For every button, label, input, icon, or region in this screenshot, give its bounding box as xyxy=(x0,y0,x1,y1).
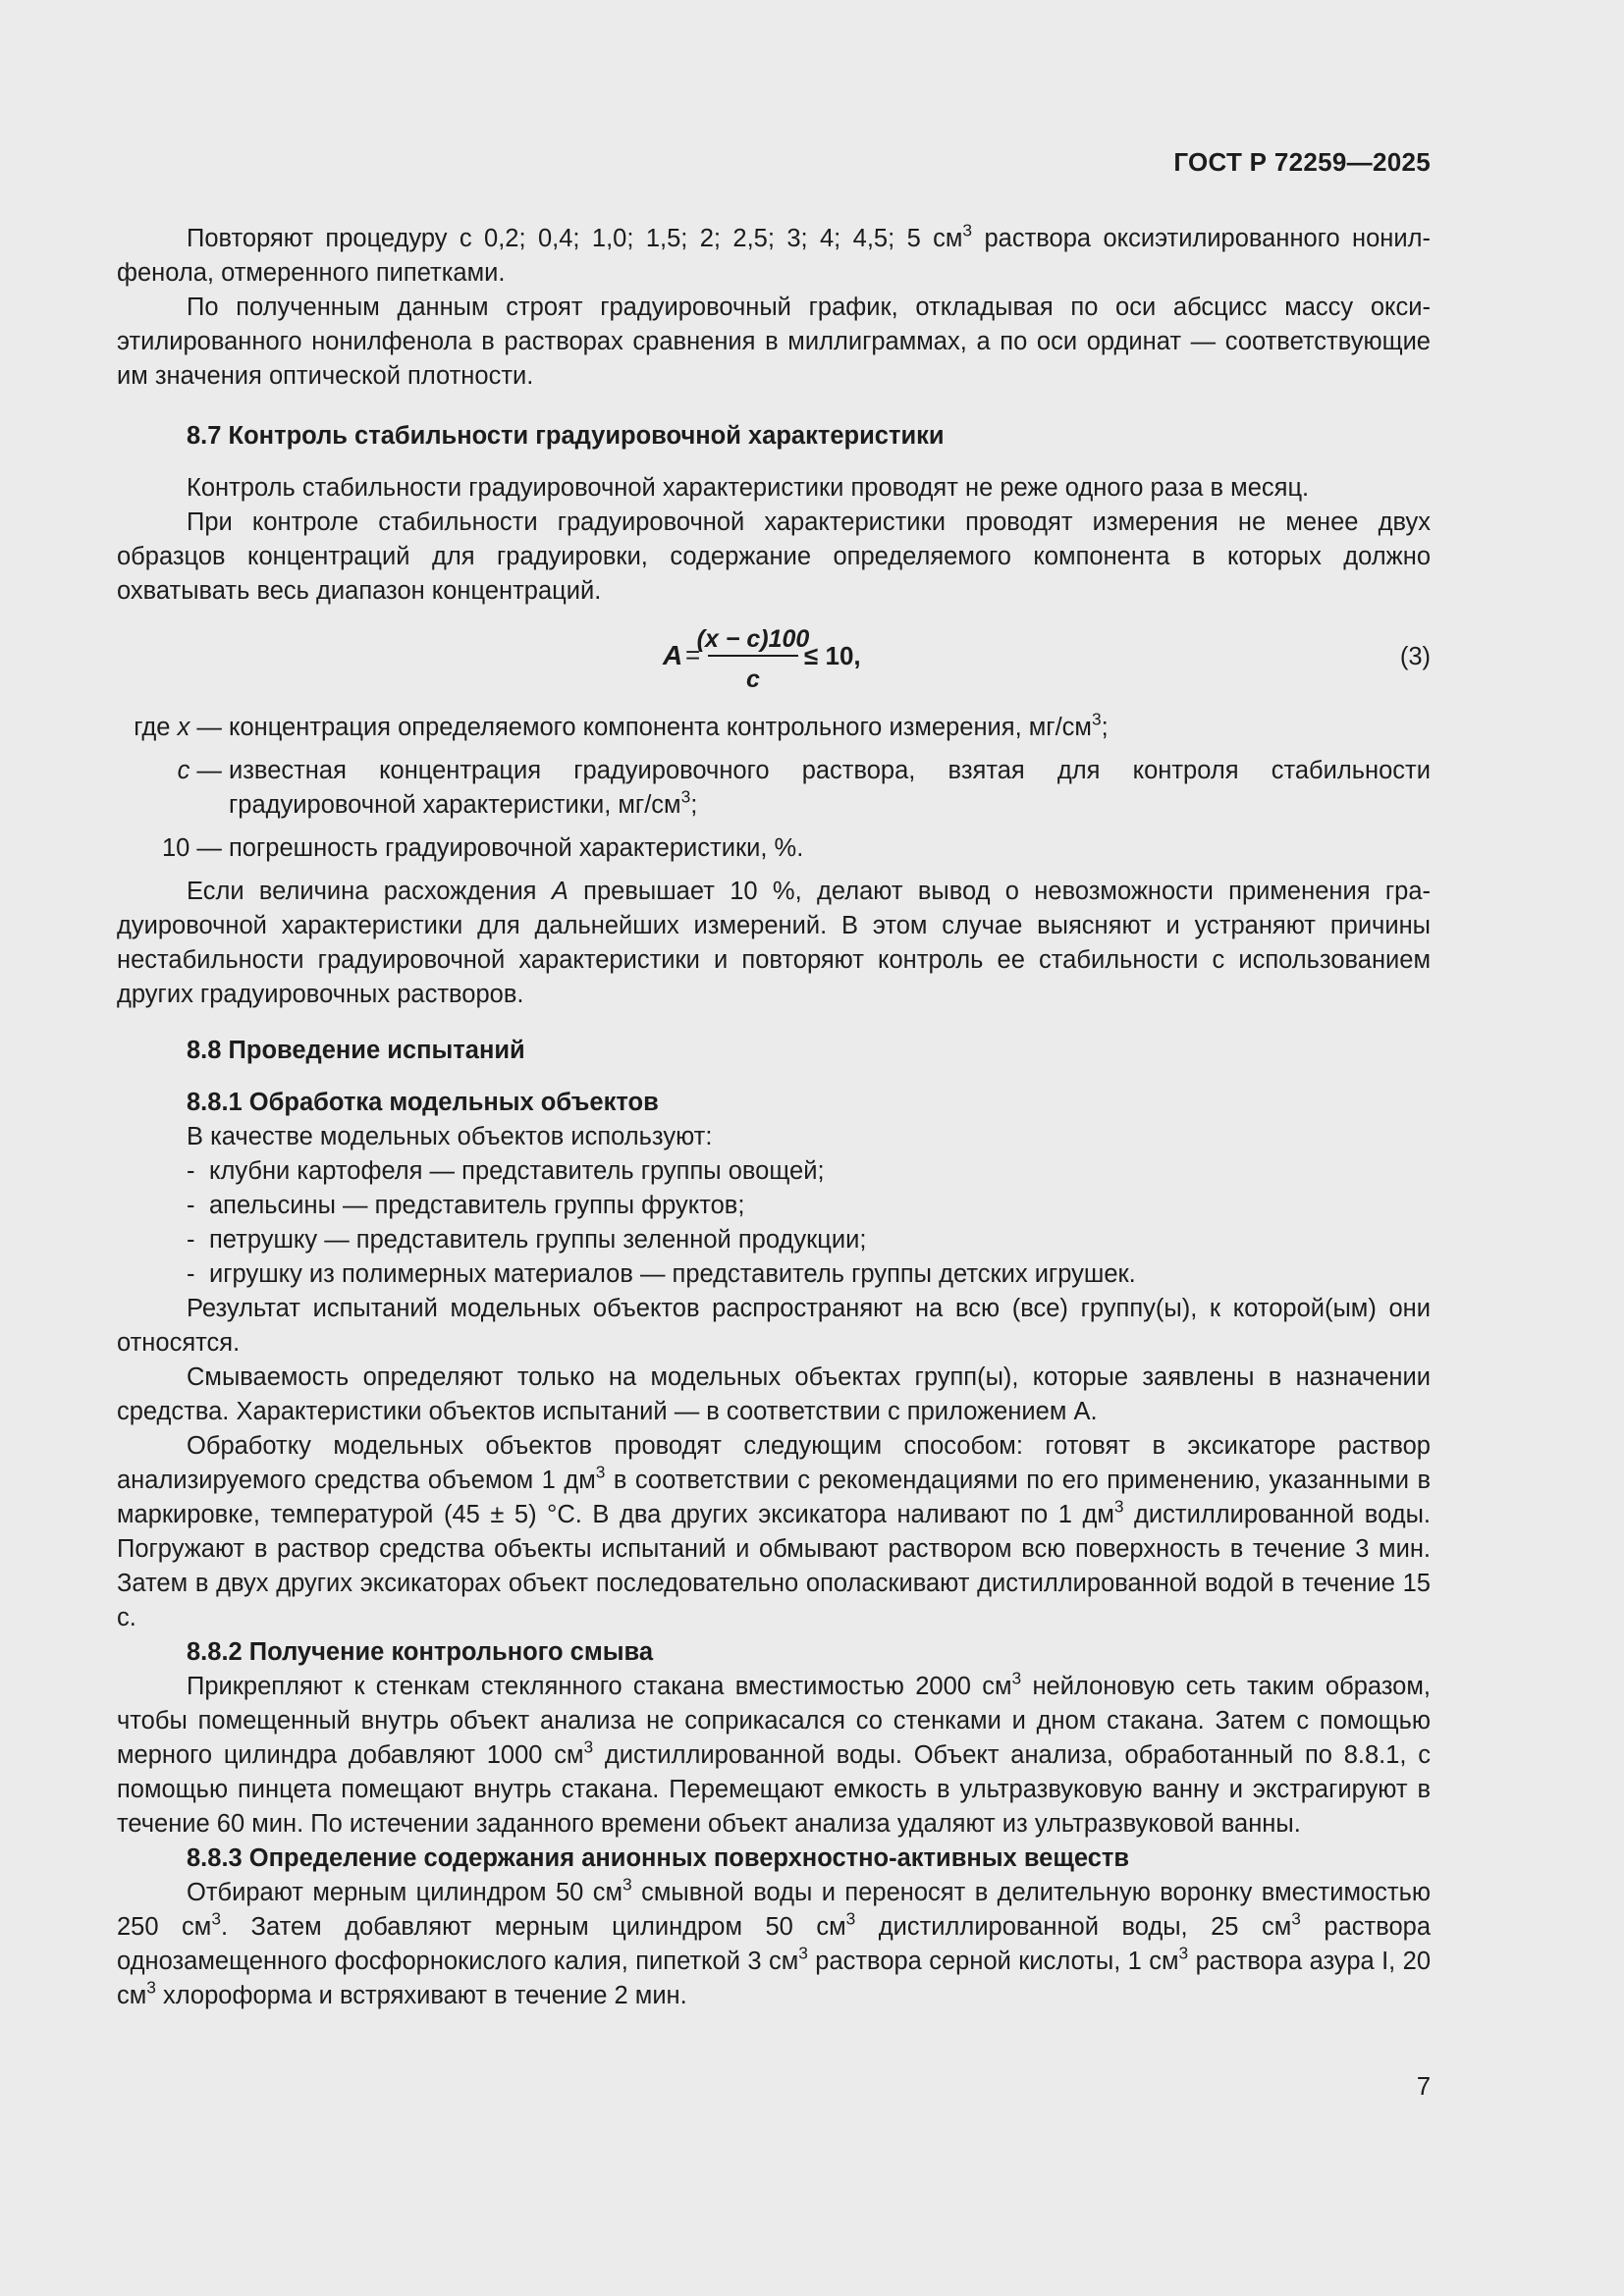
paragraph-procedure-repeat xyxy=(117,222,1431,291)
page-body xyxy=(117,222,1431,2013)
dash: — xyxy=(196,757,222,784)
where-description xyxy=(229,754,1431,823)
list-item-text: клубни картофеля — представитель группы овощей; xyxy=(209,1157,825,1185)
text-run: дистиллированной воды. Погружают в раствор средства объекты испытаний и обмывают раствором всю поверхность в течение 3 мин. Затем в двух других эксикаторах объект последовательно ополаскивают дистиллированной водой в течение 15 с. xyxy=(117,1501,1431,1631)
symbol-x: x xyxy=(177,714,190,741)
section-heading-8-8: 8.8 Проведение испытаний xyxy=(187,1037,525,1064)
superscript: 3 xyxy=(1291,1908,1301,1929)
text-run: нейлоновую сеть таким образом, чтобы помещенный внутрь объект анализа не соприкасался со стенками и дном стакана. Затем с помощью мерного цилиндра добавляют 1000 см xyxy=(117,1673,1431,1769)
paragraph-washability: Смываемость определяют только на модельных объектах групп(ы), которые заявлены в назначении средства. Характеристики объектов испытаний — в соответствии с приложением А. xyxy=(117,1363,1431,1425)
where-lead: где xyxy=(134,714,171,741)
where-description xyxy=(229,711,1431,745)
text-run: Если величина расхождения xyxy=(187,878,552,905)
text-run: ; xyxy=(690,791,698,819)
text-run: раствора азура I, 20 см xyxy=(117,1948,1432,2009)
paragraph-processing-method xyxy=(117,1429,1431,1635)
text-run: Обработку модельных объектов проводят следующим способом: готовят в эксикаторе раствор анализируемого средства объемом 1 дм xyxy=(117,1432,1431,1494)
standard-code-header: ГОСТ Р 72259—2025 xyxy=(1173,147,1431,177)
text-run: Повторяют процедуру с 0,2; 0,4; 1,0; 1,5; 2; 2,5; 3; 4; 4,5; 5 см xyxy=(187,225,963,252)
section-heading-8-8-3: 8.8.3 Определение содержания анионных поверхностно-активных веществ xyxy=(187,1844,1130,1872)
bullet-mark: - xyxy=(187,1226,195,1254)
text-run: хлороформа и встряхивают в течение 2 мин. xyxy=(155,1982,687,2009)
text-run: дистиллированной воды, 25 см xyxy=(855,1913,1292,1941)
paragraph-result-scope: Результат испытаний модельных объектов распространяют на всю (все) группу(ы), к которой(ым) они относятся. xyxy=(117,1295,1431,1357)
list-item-text: петрушку — представитель группы зеленной продукции; xyxy=(209,1226,867,1254)
formula-lhs: A xyxy=(663,640,683,670)
text-run: Прикрепляют к стенкам стеклянного стакана вместимостью 2000 см xyxy=(187,1673,1012,1700)
formula-image xyxy=(659,618,894,701)
formula-equals: = xyxy=(685,640,701,669)
superscript: 3 xyxy=(798,1943,808,1963)
superscript: 3 xyxy=(146,1977,156,1998)
superscript: 3 xyxy=(680,786,691,807)
superscript: 3 xyxy=(623,1874,632,1895)
paragraph-control-wash xyxy=(117,1670,1431,1842)
paragraph-control-measurements: При контроле стабильности градуировочной характеристики проводят измерения не менее двух образцов концентраций для градуировки, содержание определяемого компонента в которых должно охватывать весь диапазон концентраций. xyxy=(117,508,1431,605)
superscript: 3 xyxy=(1091,709,1102,729)
text-run: превышает 10 %, делают вывод о невозможности применения градуировочной характеристики для дальнейших измерений. В этом случае выясняют и устраняют причины нестабильности градуировочной характеристики и повторяют контроль ее стабильности с использованием других градуировочных растворов. xyxy=(117,878,1432,1008)
superscript: 3 xyxy=(211,1908,221,1929)
model-objects-list xyxy=(117,1154,1431,1292)
list-item xyxy=(117,1189,1431,1223)
formula-number: (3) xyxy=(1399,643,1431,670)
text-run: ; xyxy=(1101,714,1109,741)
formula-rhs: ≤ 10, xyxy=(804,641,861,670)
text-run: известная концентрация градуировочного раствора, взятая для контроля стабильности градуировочной характеристики, мг/см xyxy=(229,757,1431,819)
page-number: 7 xyxy=(1416,2073,1431,2101)
symbol-A: A xyxy=(551,878,568,905)
text-run: Отбирают мерным цилиндром 50 см xyxy=(187,1879,623,1906)
where-item-10 xyxy=(117,831,1431,866)
where-symbol xyxy=(117,831,229,866)
paragraph-deviation xyxy=(117,875,1431,1012)
formula-3 xyxy=(117,616,1431,699)
bullet-mark: - xyxy=(187,1260,195,1288)
text-run: раствора серной кислоты, 1 см xyxy=(807,1948,1179,1975)
superscript: 3 xyxy=(1113,1496,1124,1517)
text-run: раствора однозамещенного фосфорнокислого калия, пипеткой 3 см xyxy=(117,1913,1431,1975)
where-clause xyxy=(117,711,1431,866)
formula-numerator: (x − c)100 xyxy=(696,625,810,653)
superscript: 3 xyxy=(962,220,973,240)
where-item-c xyxy=(117,754,1431,823)
paragraph-calibration-graph: По полученным данным строят градуировочный график, откладывая по оси абсцисс массу оксиэтилированного нонилфенола в растворах сравнения в миллиграммах, а по оси ординат — соответствующие им значения оптической плотности. xyxy=(117,294,1431,390)
section-heading-8-8-1: 8.8.1 Обработка модельных объектов xyxy=(187,1089,659,1116)
text-run: дистиллированной воды. Объект анализа, обработанный по 8.8.1, с помощью пинцета помещают внутрь стакана. Перемещают емкость в ультразвуковую ванну и экстрагируют в течение 60 мин. По истечении заданного времени объект анализа удаляют из ультразвуковой ванны. xyxy=(117,1741,1431,1838)
where-symbol xyxy=(117,754,229,788)
dash: — xyxy=(196,714,222,741)
list-item xyxy=(117,1154,1431,1189)
symbol-10: 10 xyxy=(161,834,190,862)
where-symbol xyxy=(117,711,229,745)
superscript: 3 xyxy=(595,1462,606,1482)
superscript: 3 xyxy=(583,1736,594,1757)
text-run: концентрация определяемого компонента контрольного измерения, мг/см xyxy=(229,714,1092,741)
bullet-mark: - xyxy=(187,1157,195,1185)
text-run: . Затем добавляют мерным цилиндром 50 см xyxy=(220,1913,846,1941)
list-item xyxy=(117,1257,1431,1292)
list-item-text: игрушку из полимерных материалов — представитель группы детских игрушек. xyxy=(209,1260,1136,1288)
bullet-mark: - xyxy=(187,1192,195,1219)
section-heading-8-8-2: 8.8.2 Получение контрольного смыва xyxy=(187,1638,653,1666)
text-run: в соответствии с рекомендациями по его применению, указанными в маркировке, температурой (45 ± 5) °С. В два других эксикатора наливают по 1 дм xyxy=(117,1467,1432,1528)
where-item-x xyxy=(117,711,1431,745)
formula-denominator: c xyxy=(746,666,760,693)
text-run: раствора оксиэтилированного нонилфенола, отмеренного пипетками. xyxy=(117,225,1431,287)
symbol-c: c xyxy=(177,757,190,784)
paragraph-control-frequency: Контроль стабильности градуировочной характеристики проводят не реже одного раза в месяц. xyxy=(187,474,1310,502)
list-item-text: апельсины — представитель группы фруктов; xyxy=(209,1192,745,1219)
superscript: 3 xyxy=(845,1908,856,1929)
where-description: погрешность градуировочной характеристики, %. xyxy=(229,834,804,862)
list-item xyxy=(117,1223,1431,1257)
section-heading-8-7: 8.7 Контроль стабильности градуировочной характеристики xyxy=(187,422,945,450)
text-run: смывной воды и переносят в делительную воронку вместимостью 250 см xyxy=(117,1879,1432,1941)
paragraph-anionic-surfactants xyxy=(117,1876,1431,2013)
superscript: 3 xyxy=(1178,1943,1189,1963)
paragraph-model-objects-intro: В качестве модельных объектов используют: xyxy=(187,1123,713,1150)
dash: — xyxy=(196,834,222,862)
superscript: 3 xyxy=(1011,1668,1022,1688)
